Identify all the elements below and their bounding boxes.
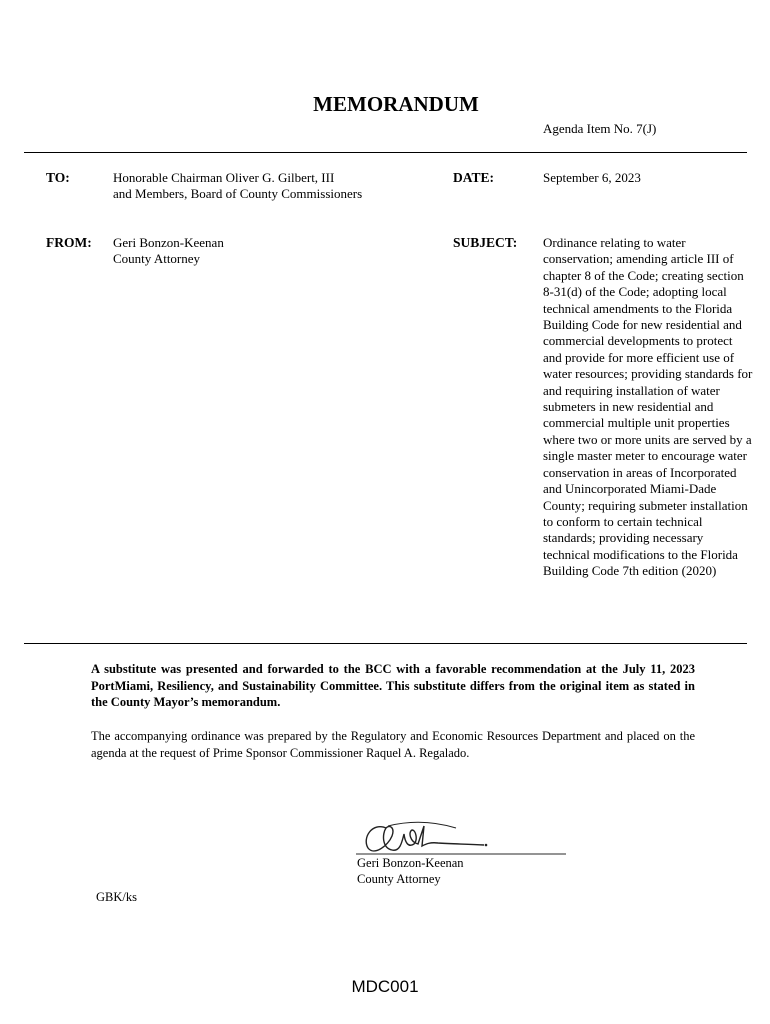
- from-sender: [113, 235, 224, 268]
- from-label: FROM:: [46, 235, 92, 250]
- memo-title: MEMORANDUM: [313, 92, 479, 116]
- agenda-item-number: Agenda Item No. 7(J): [543, 121, 657, 136]
- date-label: DATE:: [453, 170, 495, 185]
- signature-block: [357, 855, 464, 887]
- from-line-1: Geri Bonzon-Keenan: [113, 235, 224, 250]
- signer-name: Geri Bonzon-Keenan: [357, 856, 464, 870]
- page-code: MDC001: [351, 977, 419, 996]
- header-divider-bottom: [24, 643, 747, 644]
- to-recipient: [113, 170, 362, 203]
- signer-title: County Attorney: [357, 872, 441, 886]
- to-label: TO:: [46, 170, 70, 185]
- subject-label: SUBJECT:: [453, 235, 518, 250]
- subject-text: Ordinance relating to water conservation; amending article III of chapter 8 of the Code; creating section 8-31(d) of the Code; adopting local technical amendments to the Florida Building Code for new residential and commercial developments to protect and provide for more efficient use of water resources; providing standards for and requiring installation of water submeters in new residential and commercial multiple unit properties where two or more units are served by a single master meter to encourage water conservation in areas of Incorporated and Unincorporated Miami-Dade County; requiring submeter installation to conform to certain technical standards; providing necessary technical modifications to the Florida Building Code 7th edition (2020): [543, 235, 753, 579]
- date-value: September 6, 2023: [543, 170, 641, 185]
- from-line-2: County Attorney: [113, 251, 201, 267]
- body-paragraph: The accompanying ordinance was prepared by the Regulatory and Economic Resources Department and placed on the agenda at the request of Prime Sponsor Commissioner Raquel A. Regalado.: [91, 729, 695, 760]
- substitute-note: A substitute was presented and forwarded to the BCC with a favorable recommendation at the July 11, 2023 PortMiami, Resiliency, and Sustainability Committee. This substitute differs from the original item as stated in the County Mayor’s memorandum.: [91, 662, 695, 709]
- header-divider-top: [24, 152, 747, 153]
- to-line-2: and Members, Board of County Commissioners: [113, 186, 363, 202]
- typist-initials: GBK/ks: [96, 890, 137, 904]
- to-line-1: Honorable Chairman Oliver G. Gilbert, III: [113, 170, 335, 185]
